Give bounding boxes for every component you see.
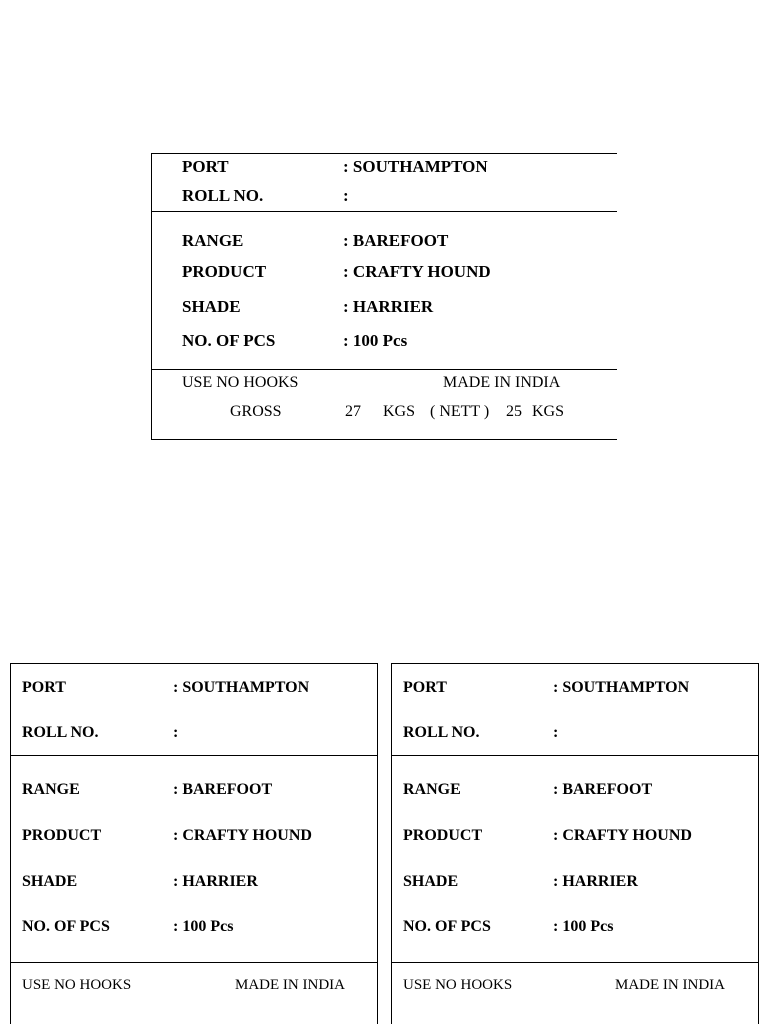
label-top-border-top [151, 153, 617, 154]
label-top-divider-2 [151, 369, 617, 370]
label-top-border-bottom [151, 439, 617, 440]
gross-kgs-unit: KGS [383, 403, 416, 420]
use-no-hooks-text: USE NO HOOKS [22, 977, 132, 993]
product-value: : CRAFTY HOUND [173, 827, 312, 844]
use-no-hooks-text: USE NO HOOKS [182, 374, 299, 391]
product-value: : CRAFTY HOUND [553, 827, 692, 844]
label-bottom-right-divider-2 [392, 962, 758, 963]
pcs-key: NO. OF PCS [403, 918, 491, 935]
label-top-border-left [151, 153, 152, 440]
product-key: PRODUCT [22, 827, 102, 844]
range-key: RANGE [403, 781, 461, 798]
product-key: PRODUCT [403, 827, 483, 844]
pcs-key: NO. OF PCS [182, 331, 276, 350]
made-in-india-text: MADE IN INDIA [443, 374, 561, 391]
shade-key: SHADE [22, 873, 78, 890]
label-bottom-left [10, 663, 378, 1024]
pcs-key: NO. OF PCS [22, 918, 110, 935]
pcs-value: : 100 Pcs [553, 918, 614, 935]
port-key: PORT [182, 157, 229, 176]
range-value: : BAREFOOT [173, 781, 273, 798]
label-bottom-right-divider-1 [392, 755, 758, 756]
roll-no-value: : [553, 724, 559, 741]
port-value: : SOUTHAMPTON [343, 157, 488, 176]
shade-key: SHADE [182, 297, 241, 316]
made-in-india-text: MADE IN INDIA [615, 977, 725, 993]
shade-key: SHADE [403, 873, 459, 890]
label-top [0, 0, 768, 460]
port-key: PORT [403, 679, 447, 696]
nett-kgs-unit: KGS [532, 403, 565, 420]
shade-value: : HARRIER [343, 297, 434, 316]
pcs-value: : 100 Pcs [343, 331, 408, 350]
range-value: : BAREFOOT [553, 781, 653, 798]
label-bottom-left-divider-1 [11, 755, 377, 756]
label-top-divider-1 [151, 211, 617, 212]
range-value: : BAREFOOT [343, 231, 449, 250]
nett-label: ( NETT ) [430, 403, 490, 420]
roll-no-value: : [173, 724, 179, 741]
label-bottom-right [391, 663, 759, 1024]
made-in-india-text: MADE IN INDIA [235, 977, 345, 993]
shade-value: : HARRIER [553, 873, 638, 890]
roll-no-value: : [343, 186, 349, 205]
label-bottom-left-divider-2 [11, 962, 377, 963]
range-key: RANGE [182, 231, 244, 250]
pcs-value: : 100 Pcs [173, 918, 234, 935]
shade-value: : HARRIER [173, 873, 258, 890]
product-key: PRODUCT [182, 262, 267, 281]
gross-label: GROSS [230, 403, 282, 420]
port-value: : SOUTHAMPTON [173, 679, 310, 696]
roll-no-key: ROLL NO. [22, 724, 99, 741]
use-no-hooks-text: USE NO HOOKS [403, 977, 513, 993]
range-key: RANGE [22, 781, 80, 798]
roll-no-key: ROLL NO. [182, 186, 264, 205]
gross-weight: 27 [345, 403, 361, 420]
port-value: : SOUTHAMPTON [553, 679, 690, 696]
product-value: : CRAFTY HOUND [343, 262, 491, 281]
nett-weight: 25 [506, 403, 522, 420]
port-key: PORT [22, 679, 66, 696]
roll-no-key: ROLL NO. [403, 724, 480, 741]
